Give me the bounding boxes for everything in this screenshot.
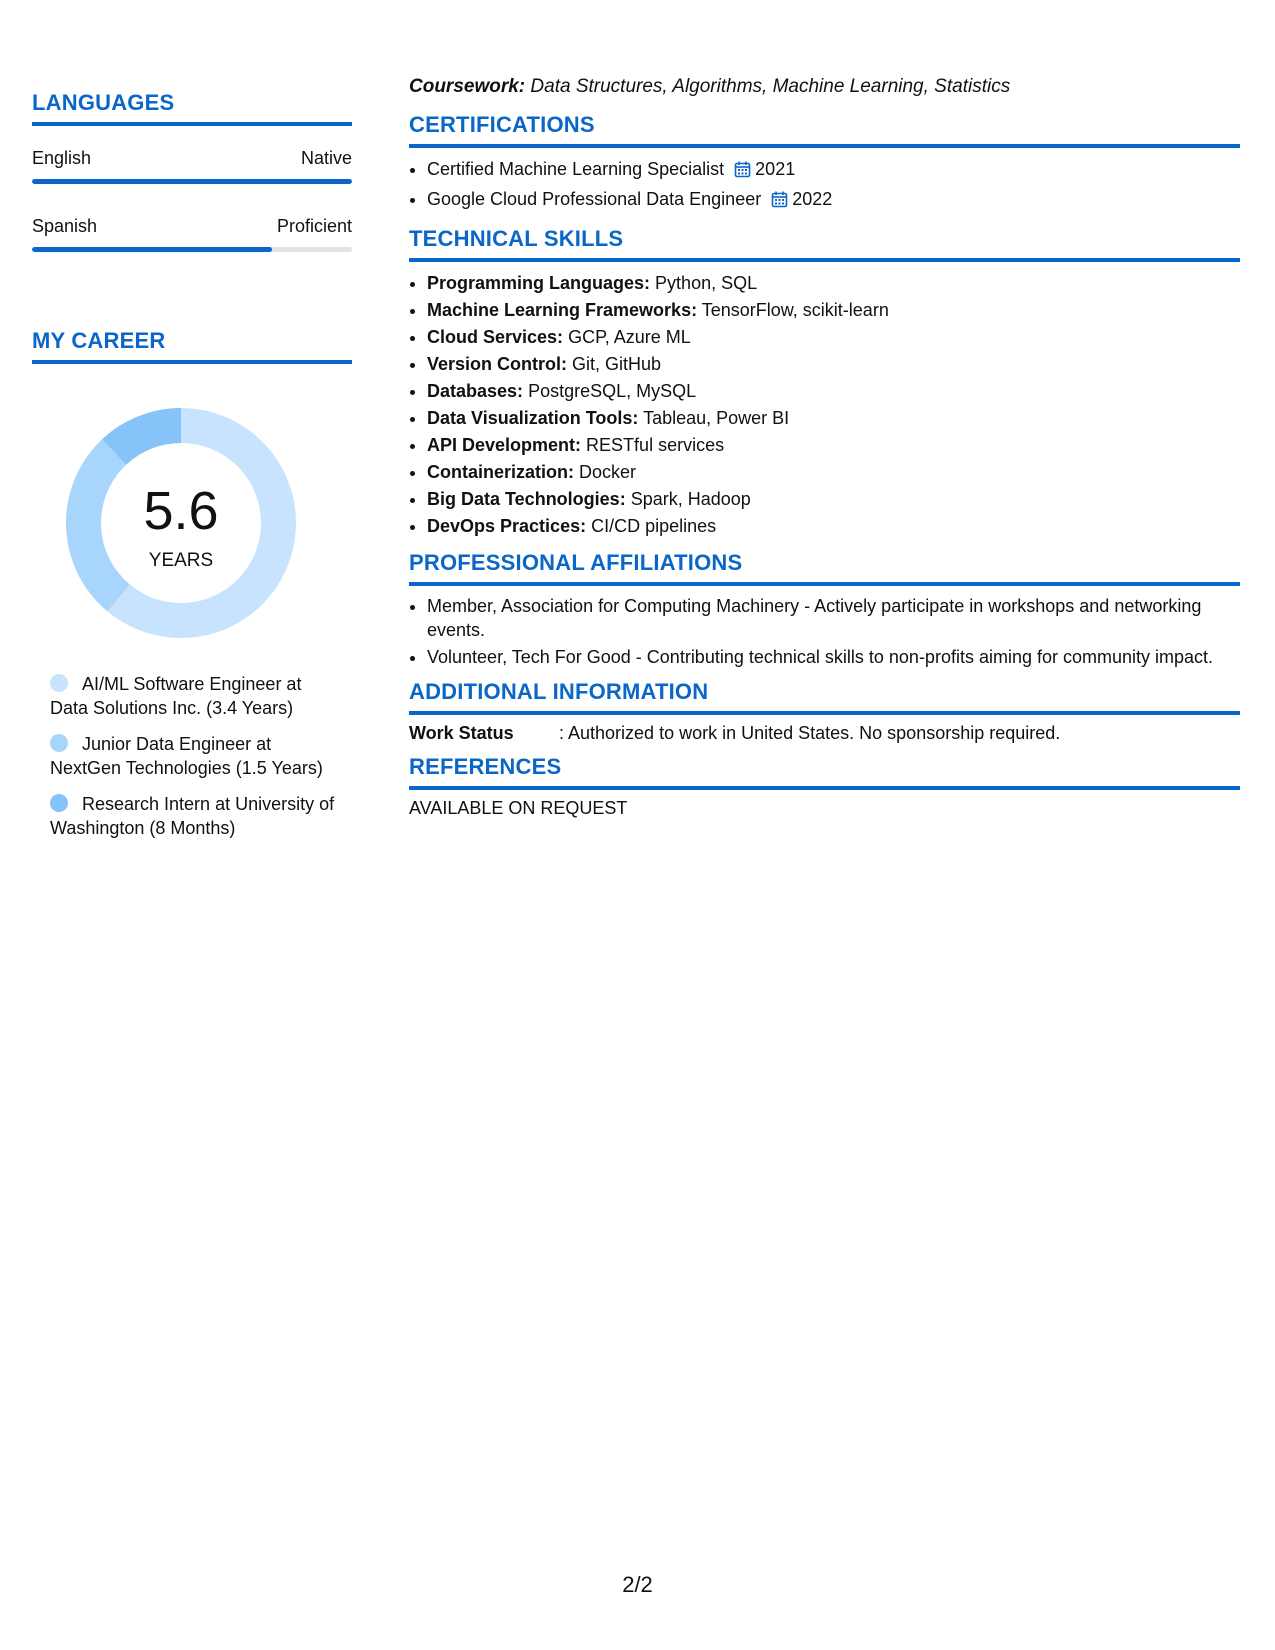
skill-value: Git, GitHub — [572, 354, 662, 374]
right-column — [409, 76, 1240, 829]
references-title: REFERENCES — [409, 754, 1240, 790]
language-english — [32, 148, 352, 184]
legend-item — [50, 732, 340, 780]
language-bar-fill — [32, 247, 272, 252]
language-bar — [32, 247, 352, 252]
career-total: 5.6 — [143, 481, 219, 541]
career-donut — [66, 408, 296, 638]
certification-year: 2021 — [755, 159, 796, 179]
affiliation-item: • Volunteer, Tech For Good - Contributing technical skills to non-profits aiming for community impact. — [427, 645, 1240, 669]
career-title: MY CAREER — [32, 328, 352, 364]
skill-item — [427, 486, 1240, 513]
affiliations-section — [409, 550, 1240, 669]
coursework-value: Data Structures, Algorithms, Machine Learning, Statistics — [530, 76, 1011, 97]
skill-label: Programming Languages: — [427, 273, 651, 293]
certification-name: Google Cloud Professional Data Engineer — [427, 189, 762, 209]
skill-value: TensorFlow, scikit-learn — [701, 300, 889, 320]
skill-value: Docker — [579, 462, 637, 482]
legend-dot — [50, 794, 68, 812]
calendar-icon — [771, 189, 788, 216]
skills-title: TECHNICAL SKILLS — [409, 226, 1240, 262]
certification-item — [427, 186, 1240, 216]
skill-item — [427, 432, 1240, 459]
work-status-row — [409, 723, 1240, 744]
skill-label: Containerization: — [427, 462, 574, 482]
skill-value: RESTful services — [586, 435, 725, 455]
language-level: Native — [300, 148, 352, 168]
coursework-label: Coursework: — [409, 76, 526, 97]
skill-item — [427, 405, 1240, 432]
skill-label: DevOps Practices: — [427, 516, 587, 536]
legend-label: AI/ML Software Engineer at Data Solutions Inc. (3.4 Years) — [50, 674, 302, 718]
language-name: English — [32, 148, 92, 168]
certifications-list — [409, 156, 1240, 216]
affiliations-title: PROFESSIONAL AFFILIATIONS — [409, 550, 1240, 586]
legend-item — [50, 672, 340, 720]
skill-item — [427, 513, 1240, 540]
skill-value: CI/CD pipelines — [591, 516, 717, 536]
work-status-value: : Authorized to work in United States. No sponsorship required. — [559, 723, 1061, 743]
skill-item — [427, 351, 1240, 378]
skill-label: Databases: — [427, 381, 524, 401]
skill-value: GCP, Azure ML — [568, 327, 691, 347]
legend-label: Junior Data Engineer at NextGen Technologies (1.5 Years) — [50, 734, 323, 778]
certifications-section — [409, 112, 1240, 216]
skill-item — [427, 459, 1240, 486]
skill-label: API Development: — [427, 435, 582, 455]
skill-item — [427, 378, 1240, 405]
language-level: Proficient — [276, 216, 352, 236]
page-number: 2/2 — [622, 1572, 653, 1597]
left-column — [32, 90, 352, 852]
skill-value: PostgreSQL, MySQL — [528, 381, 697, 401]
certification-name: Certified Machine Learning Specialist — [427, 159, 725, 179]
skills-list — [409, 270, 1240, 540]
affiliation-item: • Member, Association for Computing Machinery - Actively participate in workshops and networking events. — [427, 594, 1240, 642]
additional-title: ADDITIONAL INFORMATION — [409, 679, 1240, 715]
legend-dot — [50, 674, 68, 692]
language-spanish — [32, 216, 352, 252]
certifications-title: CERTIFICATIONS — [409, 112, 1240, 148]
skill-value: Spark, Hadoop — [630, 489, 751, 509]
legend-item — [50, 792, 340, 840]
certification-item — [427, 156, 1240, 186]
skill-label: Cloud Services: — [427, 327, 564, 347]
skill-value: Tableau, Power BI — [643, 408, 790, 428]
legend-dot — [50, 734, 68, 752]
language-bar — [32, 179, 352, 184]
skill-label: Version Control: — [427, 354, 568, 374]
certification-year: 2022 — [792, 189, 833, 209]
affiliations-list — [409, 594, 1240, 669]
skill-label: Big Data Technologies: — [427, 489, 626, 509]
languages-title: LANGUAGES — [32, 90, 352, 126]
skill-value: Python, SQL — [655, 273, 758, 293]
skill-item — [427, 324, 1240, 351]
references-text: AVAILABLE ON REQUEST — [409, 798, 628, 818]
language-bar-fill — [32, 179, 352, 184]
additional-section — [409, 679, 1240, 744]
career-unit: YEARS — [148, 550, 214, 571]
skill-item — [427, 270, 1240, 297]
skill-label: Machine Learning Frameworks: — [427, 300, 698, 320]
coursework — [409, 76, 1240, 98]
skills-section — [409, 226, 1240, 540]
skill-item — [427, 297, 1240, 324]
legend-label: Research Intern at University of Washington (8 Months) — [50, 794, 335, 838]
skill-label: Data Visualization Tools: — [427, 408, 639, 428]
references-section — [409, 754, 1240, 819]
calendar-icon — [734, 159, 751, 186]
language-name: Spanish — [32, 216, 98, 236]
work-status-label: Work Status — [409, 723, 514, 743]
career-legend — [50, 672, 340, 840]
